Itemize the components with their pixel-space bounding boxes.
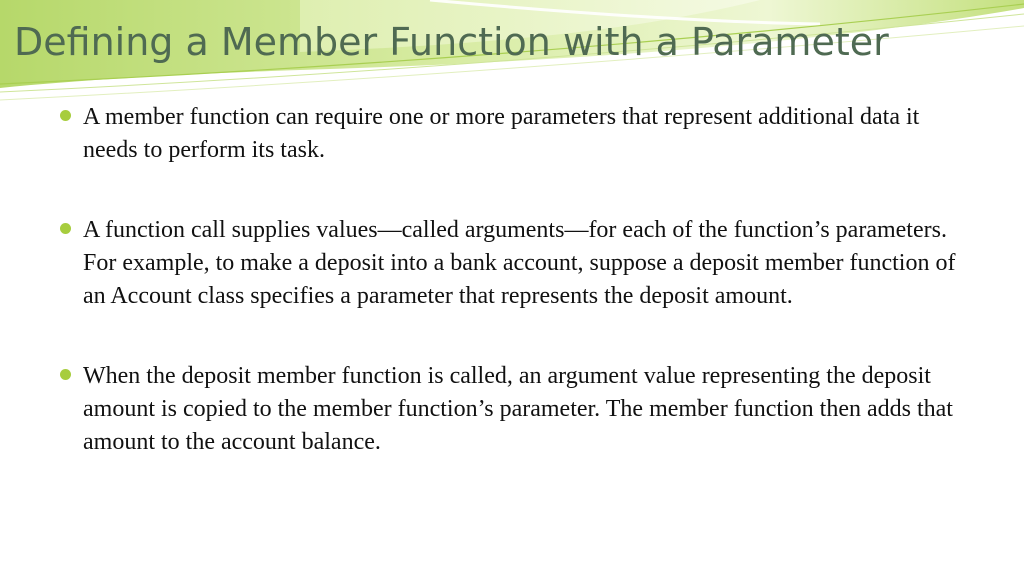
- bullet-text: A function call supplies values—called arguments—for each of the function’s parameters. For example, to make a deposit into a bank account, suppose a deposit member function of an Account class specifies a parameter that represents the deposit amount.: [83, 217, 956, 309]
- bullet-text: A member function can require one or more parameters that represent additional data it needs to perform its task.: [83, 104, 920, 163]
- bullet-dot-icon: [60, 110, 71, 121]
- bullet-list: [58, 101, 968, 506]
- bullet-item-3: [58, 360, 968, 459]
- bullet-dot-icon: [60, 369, 71, 380]
- bullet-dot-icon: [60, 223, 71, 234]
- bullet-text: When the deposit member function is called, an argument value representing the deposit amount is copied to the member function’s parameter. The member function then adds that amount to the account balance.: [83, 363, 953, 455]
- bullet-item-1: [58, 101, 968, 167]
- slide-title: Defining a Member Function with a Parameter: [14, 20, 889, 64]
- bullet-item-2: [58, 214, 968, 313]
